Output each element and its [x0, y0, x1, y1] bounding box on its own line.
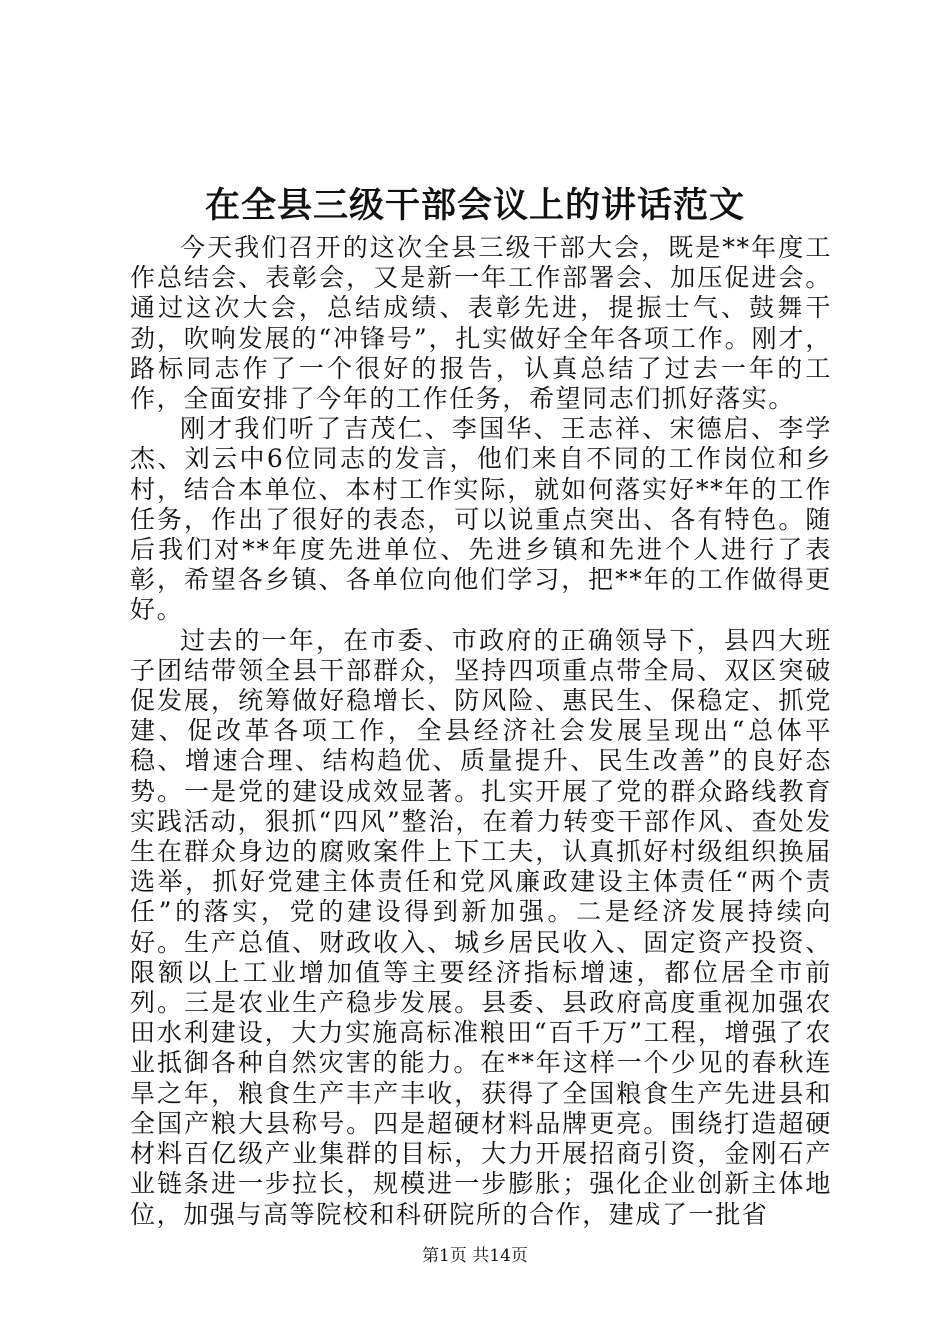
- document-body: [130, 233, 832, 1230]
- paragraph-1: 今天我们召开的这次全县三级干部大会，既是**年度工作总结会、表彰会，又是新一年工作部署会、加压促进会。通过这次大会，总结成绩、表彰先进，提振士气、鼓舞干劲，吹响发展的“冲锋号”，扎实做好全年各项工作。刚才，路标同志作了一个很好的报告，认真总结了过去一年的工作，全面安排了今年的工作任务，希望同志们抓好落实。: [130, 233, 832, 414]
- document-title: 在全县三级干部会议上的讲话范文: [204, 185, 745, 226]
- page-footer: 第1页 共14页: [422, 1246, 528, 1266]
- paragraph-3: 过去的一年，在市委、市政府的正确领导下，县四大班子团结带领全县干部群众，坚持四项重点带全局、双区突破促发展，统筹做好稳增长、防风险、惠民生、保稳定、抓党建、促改革各项工作，全县经济社会发展呈现出“总体平稳、增速合理、结构趋优、质量提升、民生改善”的良好态势。一是党的建设成效显著。扎实开展了党的群众路线教育实践活动，狠抓“四风”整治，在着力转变干部作风、查处发生在群众身边的腐败案件上下工夫，认真抓好村级组织换届选举，抓好党建主体责任和党风廉政建设主体责任“两个责任”的落实，党的建设得到新加强。二是经济发展持续向好。生产总值、财政收入、城乡居民收入、固定资产投资、限额以上工业增加值等主要经济指标增速，都位居全市前列。三是农业生产稳步发展。县委、县政府高度重视加强农田水利建设，大力实施高标准粮田“百千万”工程，增强了农业抵御各种自然灾害的能力。在**年这样一个少见的春秋连旱之年，粮食生产丰产丰收，获得了全国粮食生产先进县和全国产粮大县称号。四是超硬材料品牌更亮。围绕打造超硬材料百亿级产业集群的目标，大力开展招商引资，金刚石产业链条进一步拉长，规模进一步膨胀；强化企业创新主体地位，加强与高等院校和科研院所的合作，建成了一批省: [130, 625, 832, 1229]
- paragraph-2: 刚才我们听了吉茂仁、李国华、王志祥、宋德启、李学杰、刘云中6位同志的发言，他们来自不同的工作岗位和乡村，结合本单位、本村工作实际，就如何落实好**年的工作任务，作出了很好的表态，可以说重点突出、各有特色。随后我们对**年度先进单位、先进乡镇和先进个人进行了表彰，希望各乡镇、各单位向他们学习，把**年的工作做得更好。: [130, 414, 832, 625]
